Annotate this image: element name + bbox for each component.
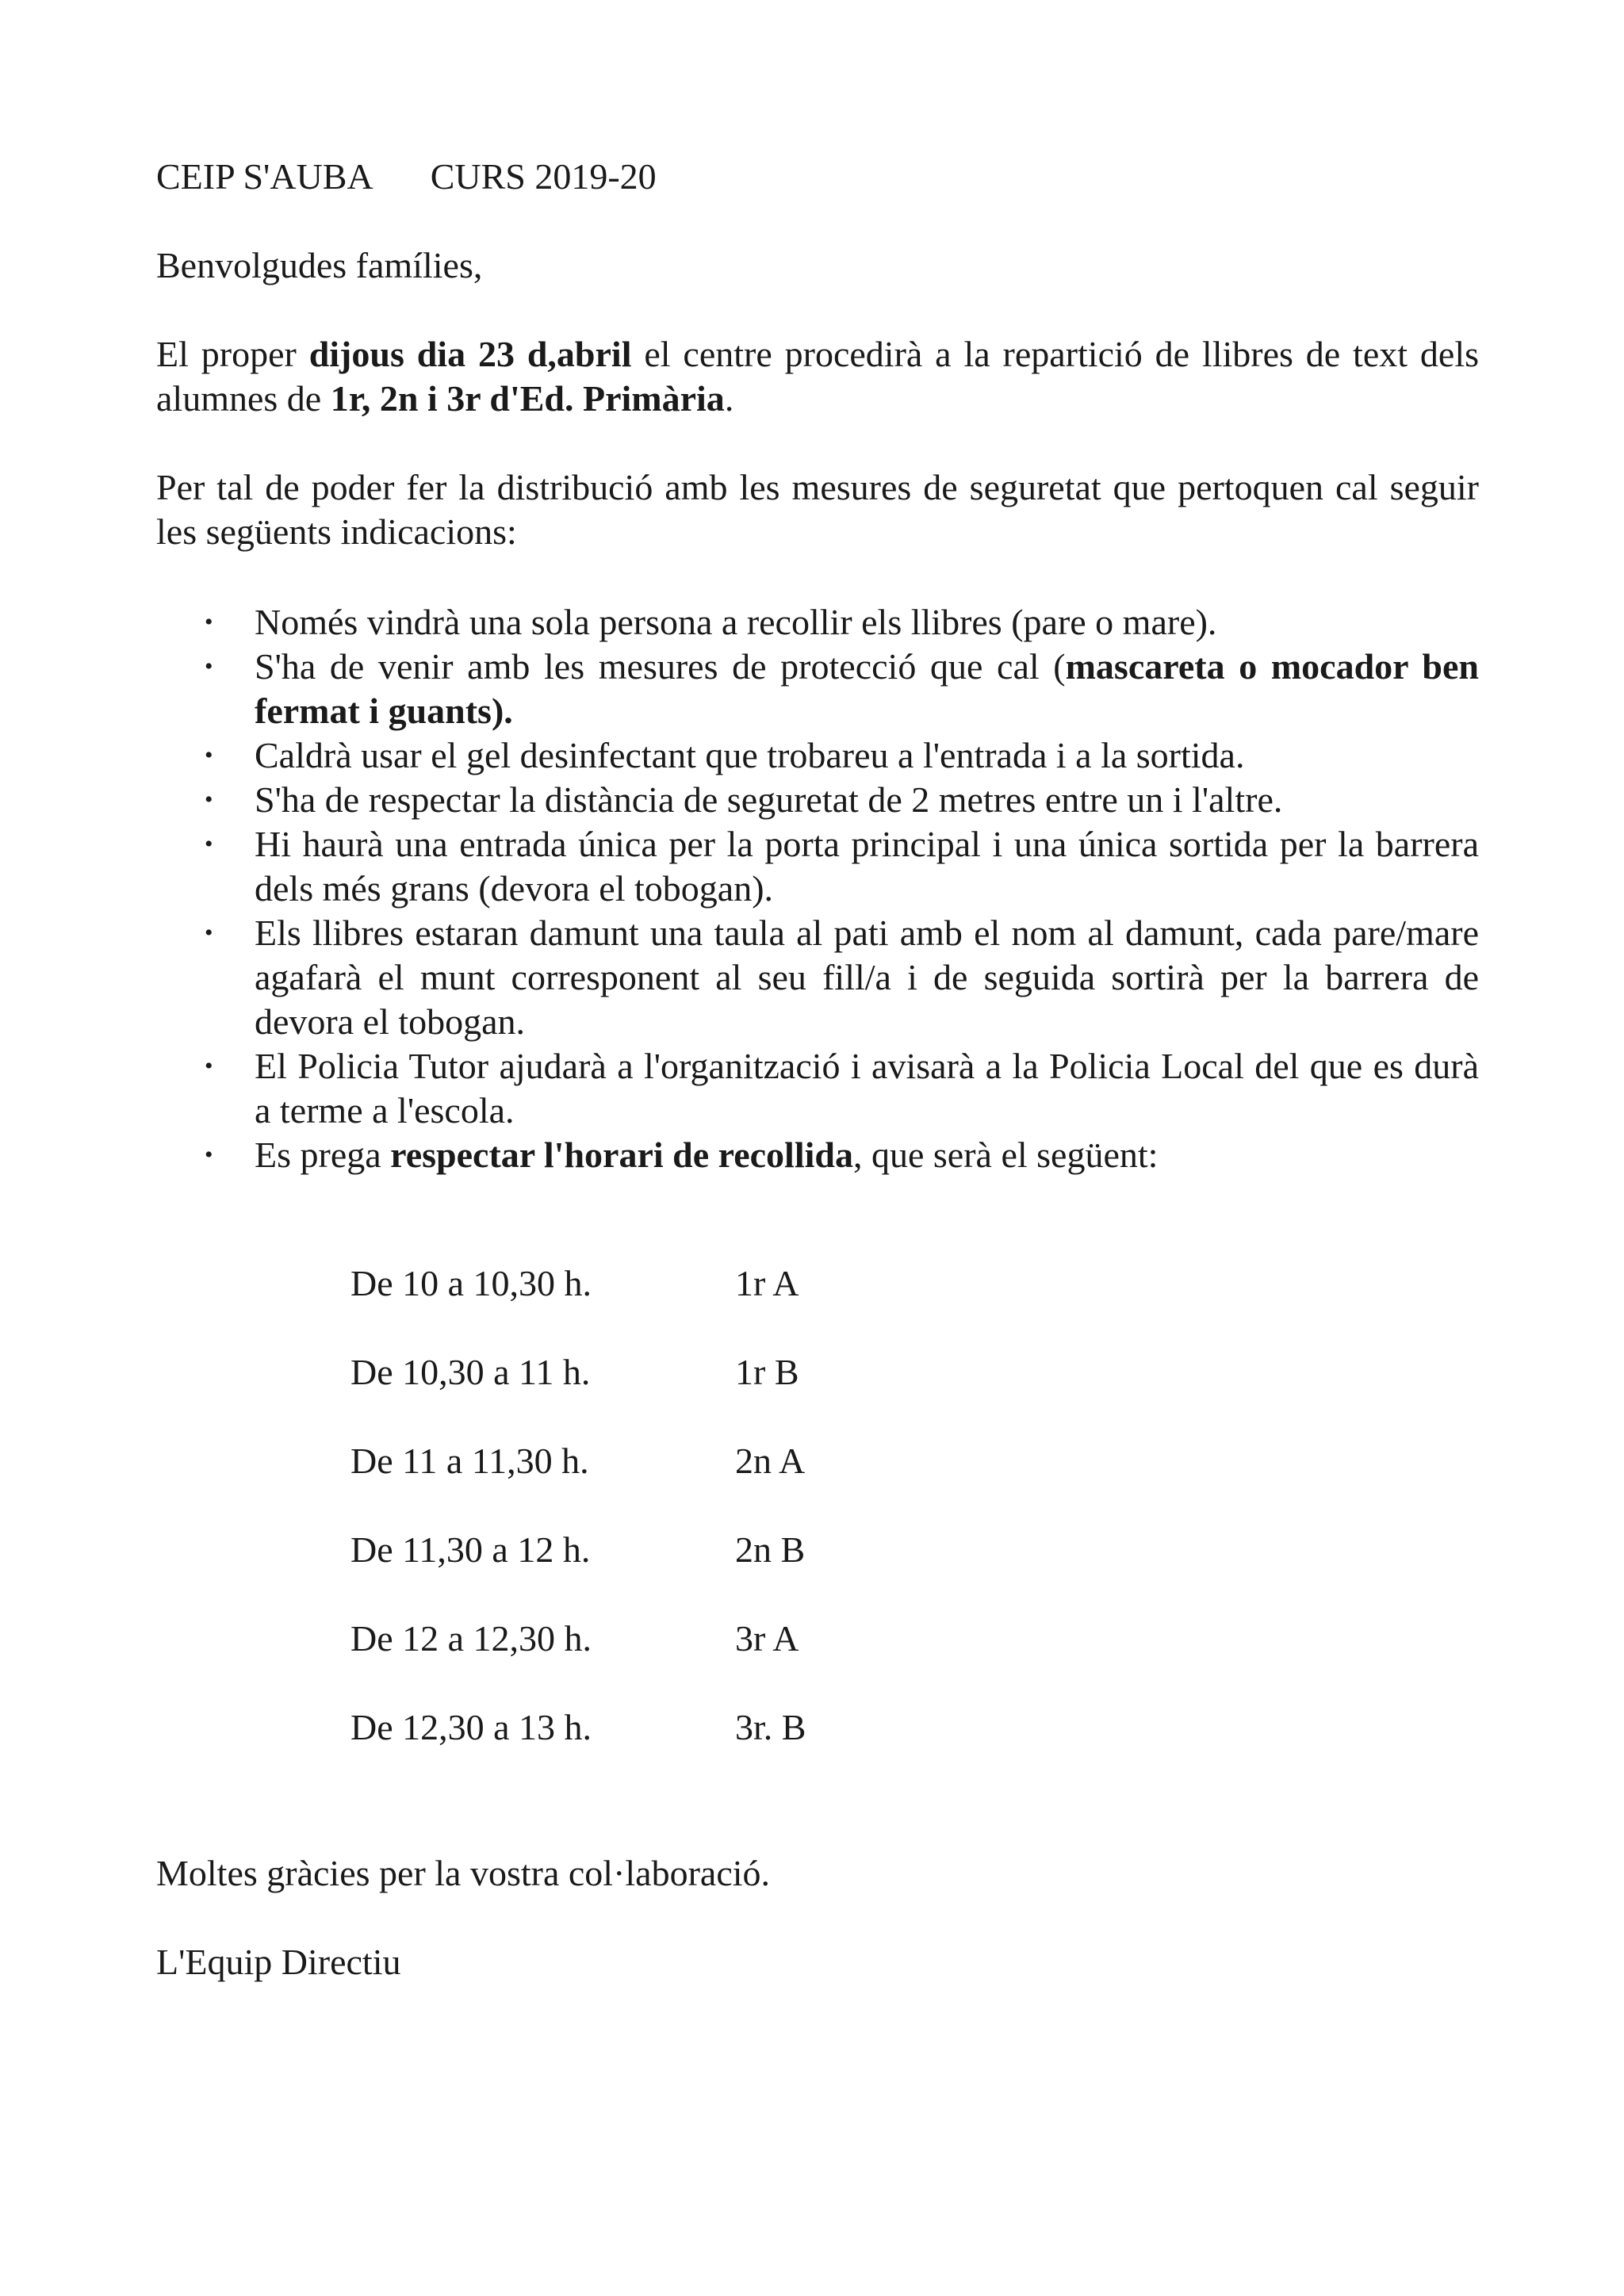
schedule-group: 1r B bbox=[735, 1352, 799, 1392]
bullet-icon bbox=[205, 1133, 213, 1177]
intro-paragraph bbox=[156, 332, 1479, 421]
bullet-icon bbox=[205, 778, 213, 822]
instruction-text: Caldrà usar el gel desinfectant que trobareu a l'entrada i a la sortida. bbox=[255, 735, 1245, 775]
schedule-group: 2n B bbox=[735, 1529, 806, 1570]
school-name: CEIP S'AUBA bbox=[156, 156, 373, 197]
bullet-icon bbox=[205, 645, 213, 689]
schedule-time: De 10 a 10,30 h. bbox=[350, 1263, 592, 1303]
instruction-bold: mascareta o mocador ben fermat i guants). bbox=[255, 646, 1479, 731]
instruction-text: S'ha de venir amb les mesures de protecció que cal ( bbox=[255, 646, 1066, 687]
bullet-icon bbox=[205, 911, 213, 955]
instructions-intro: Per tal de poder fer la distribució amb les mesures de seguretat que pertoquen cal seguir les següents indicacions: bbox=[156, 467, 1479, 552]
instruction-text: Els llibres estaran damunt una taula al pati amb el nom al damunt, cada pare/mare agafarà el munt corresponent al seu fill/a i de seguida sortirà per la barrera de devora el tobogan. bbox=[255, 913, 1479, 1042]
letter-page bbox=[156, 155, 1479, 1984]
schedule-row bbox=[350, 1350, 1479, 1439]
instruction-text: El Policia Tutor ajudarà a l'organització i avisarà a la Policia Local del que es durà a terme a l'escola. bbox=[255, 1046, 1479, 1131]
schedule-row bbox=[350, 1528, 1479, 1617]
instruction-bold: respectar l'horari de recollida bbox=[390, 1135, 853, 1175]
intro-date: dijous dia 23 d,abril bbox=[308, 334, 632, 374]
instruction-text-2: , que serà el següent: bbox=[852, 1135, 1159, 1175]
closing-thanks: Moltes gràcies per la vostra col·laboració. bbox=[156, 1853, 771, 1893]
schedule-group: 3r. B bbox=[735, 1707, 806, 1747]
schedule-row bbox=[350, 1261, 1479, 1350]
instruction-item bbox=[156, 645, 1479, 733]
intro-text-3: . bbox=[724, 378, 734, 419]
schedule-group: 1r A bbox=[735, 1263, 799, 1303]
instruction-item bbox=[156, 1133, 1479, 1177]
schedule-time: De 12 a 12,30 h. bbox=[350, 1618, 592, 1659]
letter-header bbox=[156, 155, 1479, 199]
instructions-list bbox=[156, 600, 1479, 1177]
schedule-time: De 11,30 a 12 h. bbox=[350, 1529, 591, 1570]
bullet-icon bbox=[205, 1044, 213, 1089]
course-year: CURS 2019-20 bbox=[430, 156, 657, 197]
bullet-icon bbox=[205, 822, 213, 867]
schedule-row bbox=[350, 1705, 1479, 1794]
schedule-time: De 12,30 a 13 h. bbox=[350, 1707, 592, 1747]
instruction-text: Es prega bbox=[255, 1135, 391, 1175]
schedule-time: De 11 a 11,30 h. bbox=[350, 1441, 589, 1481]
schedule-time: De 10,30 a 11 h. bbox=[350, 1352, 591, 1392]
pickup-schedule bbox=[156, 1261, 1479, 1794]
signature: L'Equip Directiu bbox=[156, 1942, 401, 1982]
instruction-item bbox=[156, 1044, 1479, 1133]
schedule-row bbox=[350, 1439, 1479, 1528]
intro-text-2: el centre procedirà a la repartició de llibres de text dels alumnes de bbox=[156, 334, 1480, 419]
bullet-icon bbox=[205, 600, 213, 645]
instruction-item bbox=[156, 600, 1479, 645]
instruction-text: Hi haurà una entrada única per la porta principal i una única sortida per la barrera dels més grans (devora el tobogan). bbox=[255, 824, 1479, 909]
schedule-row bbox=[350, 1617, 1479, 1705]
intro-grades: 1r, 2n i 3r d'Ed. Primària bbox=[330, 378, 725, 419]
bullet-icon bbox=[205, 733, 213, 778]
greeting: Benvolgudes famílies, bbox=[156, 245, 483, 285]
instruction-item bbox=[156, 733, 1479, 778]
instruction-text: S'ha de respectar la distància de seguretat de 2 metres entre un i l'altre. bbox=[255, 779, 1283, 820]
instruction-item bbox=[156, 822, 1479, 911]
instruction-item bbox=[156, 778, 1479, 822]
schedule-group: 2n A bbox=[735, 1441, 806, 1481]
schedule-group: 3r A bbox=[735, 1618, 799, 1659]
instruction-text: Només vindrà una sola persona a recollir els llibres (pare o mare). bbox=[255, 602, 1217, 642]
intro-text-1: El proper bbox=[156, 334, 309, 374]
instruction-item bbox=[156, 911, 1479, 1044]
